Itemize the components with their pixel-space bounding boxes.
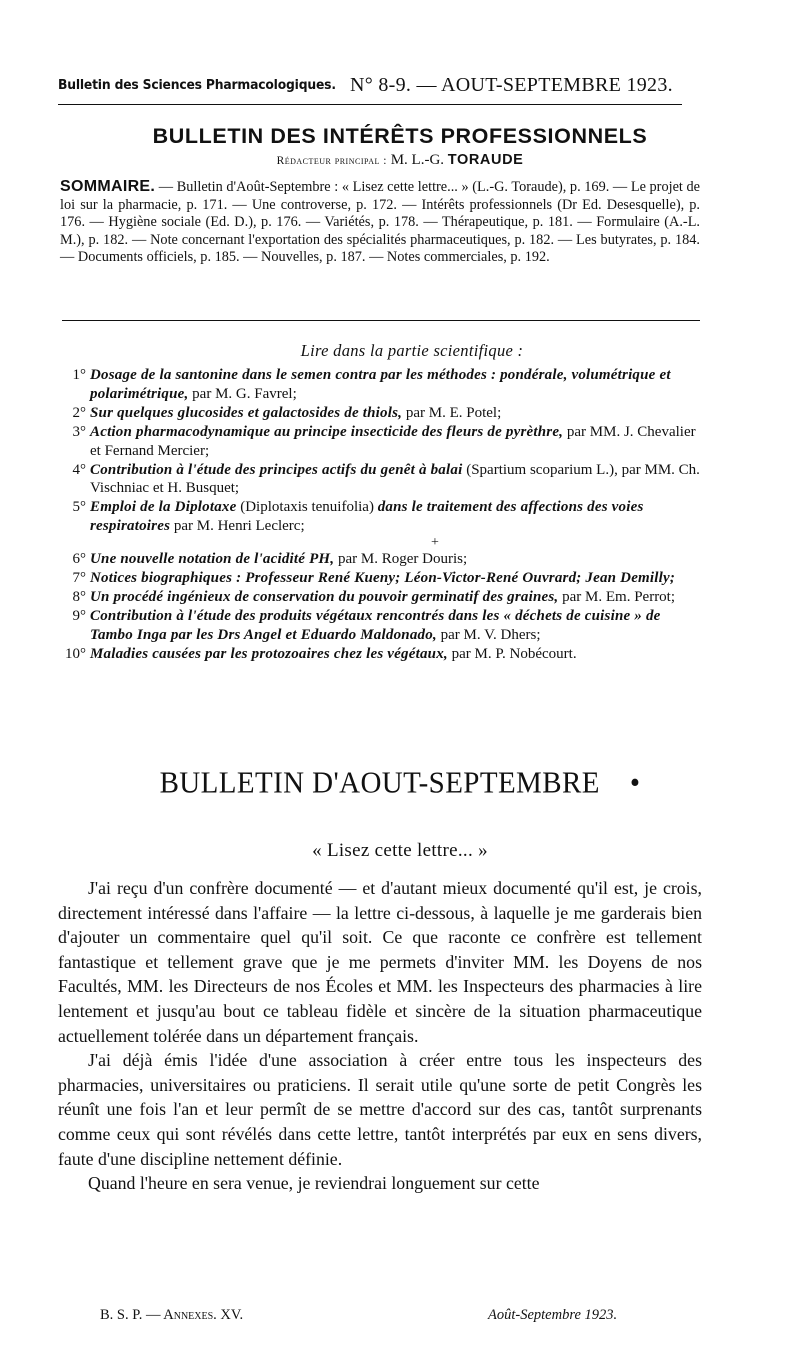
article-body (58, 876, 702, 1196)
summary-block (60, 178, 700, 267)
item-authors: par M. Roger Douris; (338, 551, 468, 568)
item-title: Dosage de la santonine dans le semen contra par les méthodes : pondérale, volumétrique et polarimétrique, (90, 367, 671, 402)
editor-initials: M. L.-G. (390, 152, 445, 168)
item-number: 6° (72, 551, 86, 568)
item-number: 10° (65, 645, 86, 662)
list-item (46, 404, 700, 423)
item-number: 7° (72, 570, 86, 587)
item-authors: par M. P. Nobécourt. (451, 645, 577, 662)
item-number: 2° (72, 404, 86, 421)
item-authors: par M. G. Favrel; (192, 385, 297, 402)
list-item (46, 366, 700, 404)
summary-label: SOMMAIRE. (60, 178, 156, 195)
issue-number: N° 8-9. — AOUT-SEPTEMBRE 1923. (350, 74, 673, 96)
summary-text: — Bulletin d'Août-Septembre : « Lisez cette lettre... » (L.-G. Toraude), p. 169. — Le projet de loi sur la pharmacie, p. 171. — Une controverse, p. 172. — Intérêts professionnels (Dr Ed. Desesquelle), p. 176. — Hygiène sociale (Ed. D.), p. 176. — Variétés, p. 178. — Thérapeutique, p. 181. — Formulaire (A.-L. M.), p. 182. — Note concernant l'exportation des spécialités pharmaceutiques, p. 182. — Les butyrates, p. 184. — Documents officiels, p. 185. — Nouvelles, p. 187. — Notes commerciales, p. 192. (60, 179, 700, 266)
item-title: Un procédé ingénieux de conservation du pouvoir germinatif des graines, (90, 588, 559, 605)
bullet-mark: • (629, 766, 641, 800)
paragraph: J'ai déjà émis l'idée d'une association à créer entre tous les inspecteurs des pharmacies, universitaires ou praticiens. Il serait utile qu'une sorte de petit Congrès les réunît une fois l'an et leur permît de se mettre d'accord sur des cas, tantôt surprenants comme ceux qui sont révélés dans cette lettre, tantôt interprétés par eux en sens divers, faute d'une discipline nettement définie. (58, 1050, 702, 1169)
scientific-part-heading: Lire dans la partie scientifique : (300, 341, 524, 360)
item-authors: par M. E. Potel; (405, 404, 502, 421)
cross-mark: + (431, 535, 439, 551)
running-head (58, 74, 682, 105)
item-number: 5° (72, 499, 86, 516)
item-title: Action pharmacodynamique au principe insecticide des fleurs de pyrèthre, (90, 423, 564, 440)
article-subtitle: « Lisez cette lettre... » (312, 840, 488, 861)
editor-name: TORAUDE (447, 152, 524, 168)
item-latin-name: (Diplotaxis tenuifolia) (240, 499, 374, 516)
journal-name: Bulletin des Sciences Pharmacologiques. (58, 78, 336, 93)
paragraph: J'ai reçu d'un confrère documenté — et d'autant mieux documenté qu'il est, je crois, directement intéressé dans l'affaire — la lettre ci-dessous, à laquelle je me garderais bien d'ajouter un commentaire quel qu'il soit. Ce que raconte ce confrère est tellement fantastique et tellement grave que je me permets d'inviter MM. les Doyens de nos Facultés, MM. les Directeurs de nos Écoles et MM. les Inspecteurs des pharmacies à lire lentement et jusqu'au bout ce tableau fidèle et sincère de la situation pharmaceutique actuellement tolérée dans un département français. (58, 878, 702, 1046)
item-title: Emploi de la Diplotaxe (90, 499, 237, 516)
bulletin-title-text: BULLETIN D'AOUT-SEPTEMBRE (159, 766, 600, 800)
list-item (46, 461, 700, 499)
item-authors: par M. V. Dhers; (440, 626, 541, 643)
list-item (46, 498, 700, 536)
list-item (46, 550, 700, 569)
item-authors: (Spartium scoparium L.), par MM. Ch. Vischniac et H. Busquet; (90, 461, 700, 497)
footer-right: Août-Septembre 1923. (488, 1307, 618, 1323)
editor-line (0, 152, 800, 169)
paragraph: Quand l'heure en sera venue, je reviendrai longuement sur cette (88, 1173, 540, 1194)
item-number: 3° (72, 423, 86, 440)
item-authors: par M. Em. Perrot; (562, 588, 676, 605)
item-authors: par M. Henri Leclerc; (173, 518, 305, 535)
list-item (46, 645, 700, 664)
item-title: Sur quelques glucosides et galactosides de thiols, (90, 404, 403, 421)
item-title: Une nouvelle notation de l'acidité PH, (90, 551, 335, 568)
item-number: 8° (72, 588, 86, 605)
list-item (46, 569, 700, 588)
scientific-contents-list (46, 366, 700, 664)
item-number: 9° (72, 607, 86, 624)
item-title: Notices biographiques : Professeur René Kueny; Léon-Victor-René Ouvrard; Jean Demilly; (90, 570, 676, 587)
item-number: 1° (72, 367, 86, 383)
item-title-cont: dans le traitement des affections des voies respiratoires (90, 499, 644, 535)
item-authors: par MM. J. Chevalier et Fernand Mercier; (90, 423, 696, 459)
item-title: Contribution à l'étude des produits végétaux rencontrés dans les « déchets de cuisine » de Tambo Inga par les Drs Angel et Eduardo Maldonado, (90, 607, 661, 643)
item-number: 4° (72, 461, 86, 478)
section-heading-professional: BULLETIN DES INTÉRÊTS PROFESSIONNELS (152, 124, 648, 148)
item-title: Contribution à l'étude des principes actifs du genêt à balai (90, 461, 463, 478)
list-item (46, 607, 700, 645)
divider-rule (62, 320, 700, 321)
footer-left: B. S. P. — Annexes. XV. (100, 1307, 244, 1323)
editor-label: Rédacteur principal : (276, 155, 387, 167)
list-item (46, 588, 700, 607)
list-item (46, 423, 700, 461)
item-title: Maladies causées par les protozoaires chez les végétaux, (90, 645, 448, 662)
bulletin-title (0, 766, 800, 801)
